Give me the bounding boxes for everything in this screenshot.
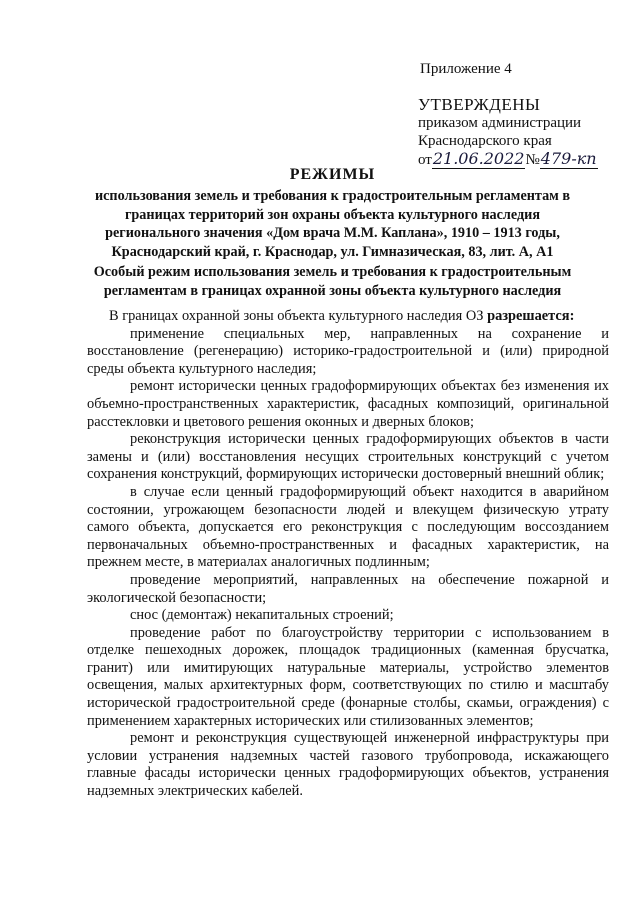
annex-label: Приложение 4 xyxy=(420,61,512,77)
section-title-line: регламентам в границах охранной зоны объекта культурного наследия xyxy=(103,282,562,299)
intro-bold-word: разрешается xyxy=(487,308,570,324)
number-sign: № xyxy=(525,152,540,168)
body-paragraph: применение специальных мер, направленных на сохранение и восстановление (регенерацию) историко-градостроительной и (или) природной среды объекта культурного наследия; xyxy=(87,325,609,377)
document-title: РЕЖИМЫ xyxy=(289,166,376,183)
body-paragraph: в случае если ценный градоформирующий объект находится в аварийном состоянии, угрожающем безопасности людей и влекущем физическую утрату самого объекта, допускается его реконструкция с последующим воссозданием первоначальных объемно-пространственных и фасадных характеристик, на прежнем месте, в материалах аналогичных подлинным; xyxy=(87,483,609,571)
approval-block xyxy=(418,60,628,169)
document-subtitle xyxy=(60,187,605,261)
body-paragraph: ремонт и реконструкция существующей инженерной инфраструктуры при условии устранения надземных частей газового трубопровода, искажающего главные фасады исторически ценных градоформирующих объектов, устранения надземных электрических кабелей. xyxy=(87,730,609,800)
body-text xyxy=(87,308,609,801)
section-title-line: Особый режим использования земель и требования к градостроительным xyxy=(93,264,572,280)
order-line: приказом администрации xyxy=(418,115,582,131)
region-line: Краснодарского края xyxy=(418,133,552,149)
subtitle-line: использования земель и требования к градостроительным регламентам в xyxy=(94,188,571,204)
date-prefix: от xyxy=(418,152,432,168)
section-title xyxy=(60,263,605,300)
body-paragraph: проведение работ по благоустройству территории с использованием в отделке пешеходных дорожек, площадок традиционных (каменная брусчатка, гранит) или имитирующих натуральные материалы, устройство элементов освещения, малых архитектурных форм, соответствующих по стилю и масштабу исторической градостроительной среде (фонарные столбы, скамьи, ограждения) с применением характерных исторических или стилизованных элементов; xyxy=(87,624,609,729)
body-paragraph: проведение мероприятий, направленных на обеспечение пожарной и экологической безопасности; xyxy=(87,571,609,606)
intro-text: В границах охранной зоны объекта культурного наследия ОЗ xyxy=(109,308,484,324)
intro-paragraph xyxy=(87,308,609,326)
intro-colon: : xyxy=(569,308,575,324)
body-paragraph: ремонт исторически ценных градоформирующих объектах без изменения их объемно-пространственных характеристик, фасадных композиций, оригинальной расстекловки и цветового решения оконных и дверных блоков; xyxy=(87,378,609,430)
subtitle-line: регионального значения «Дом врача М.М. Каплана», 1910 – 1913 годы, xyxy=(105,225,560,241)
approved-heading: УТВЕРЖДЕНЫ xyxy=(418,95,541,114)
handwritten-number: 479-кп xyxy=(540,149,597,168)
subtitle-line: Краснодарский край, г. Краснодар, ул. Гимназическая, 83, лит. А, А1 xyxy=(111,243,554,260)
handwritten-date: 21.06.2022 xyxy=(432,149,525,168)
subtitle-line: границах территорий зон охраны объекта культурного наследия xyxy=(124,206,541,223)
body-paragraph: снос (демонтаж) некапитальных строений; xyxy=(130,607,394,624)
body-paragraph: реконструкция исторически ценных градоформирующих объектов в части замены и (или) восстановления несущих строительных конструкций с учетом сохранения конструкций, формирующих исторически достоверный внешний облик; xyxy=(87,431,609,483)
